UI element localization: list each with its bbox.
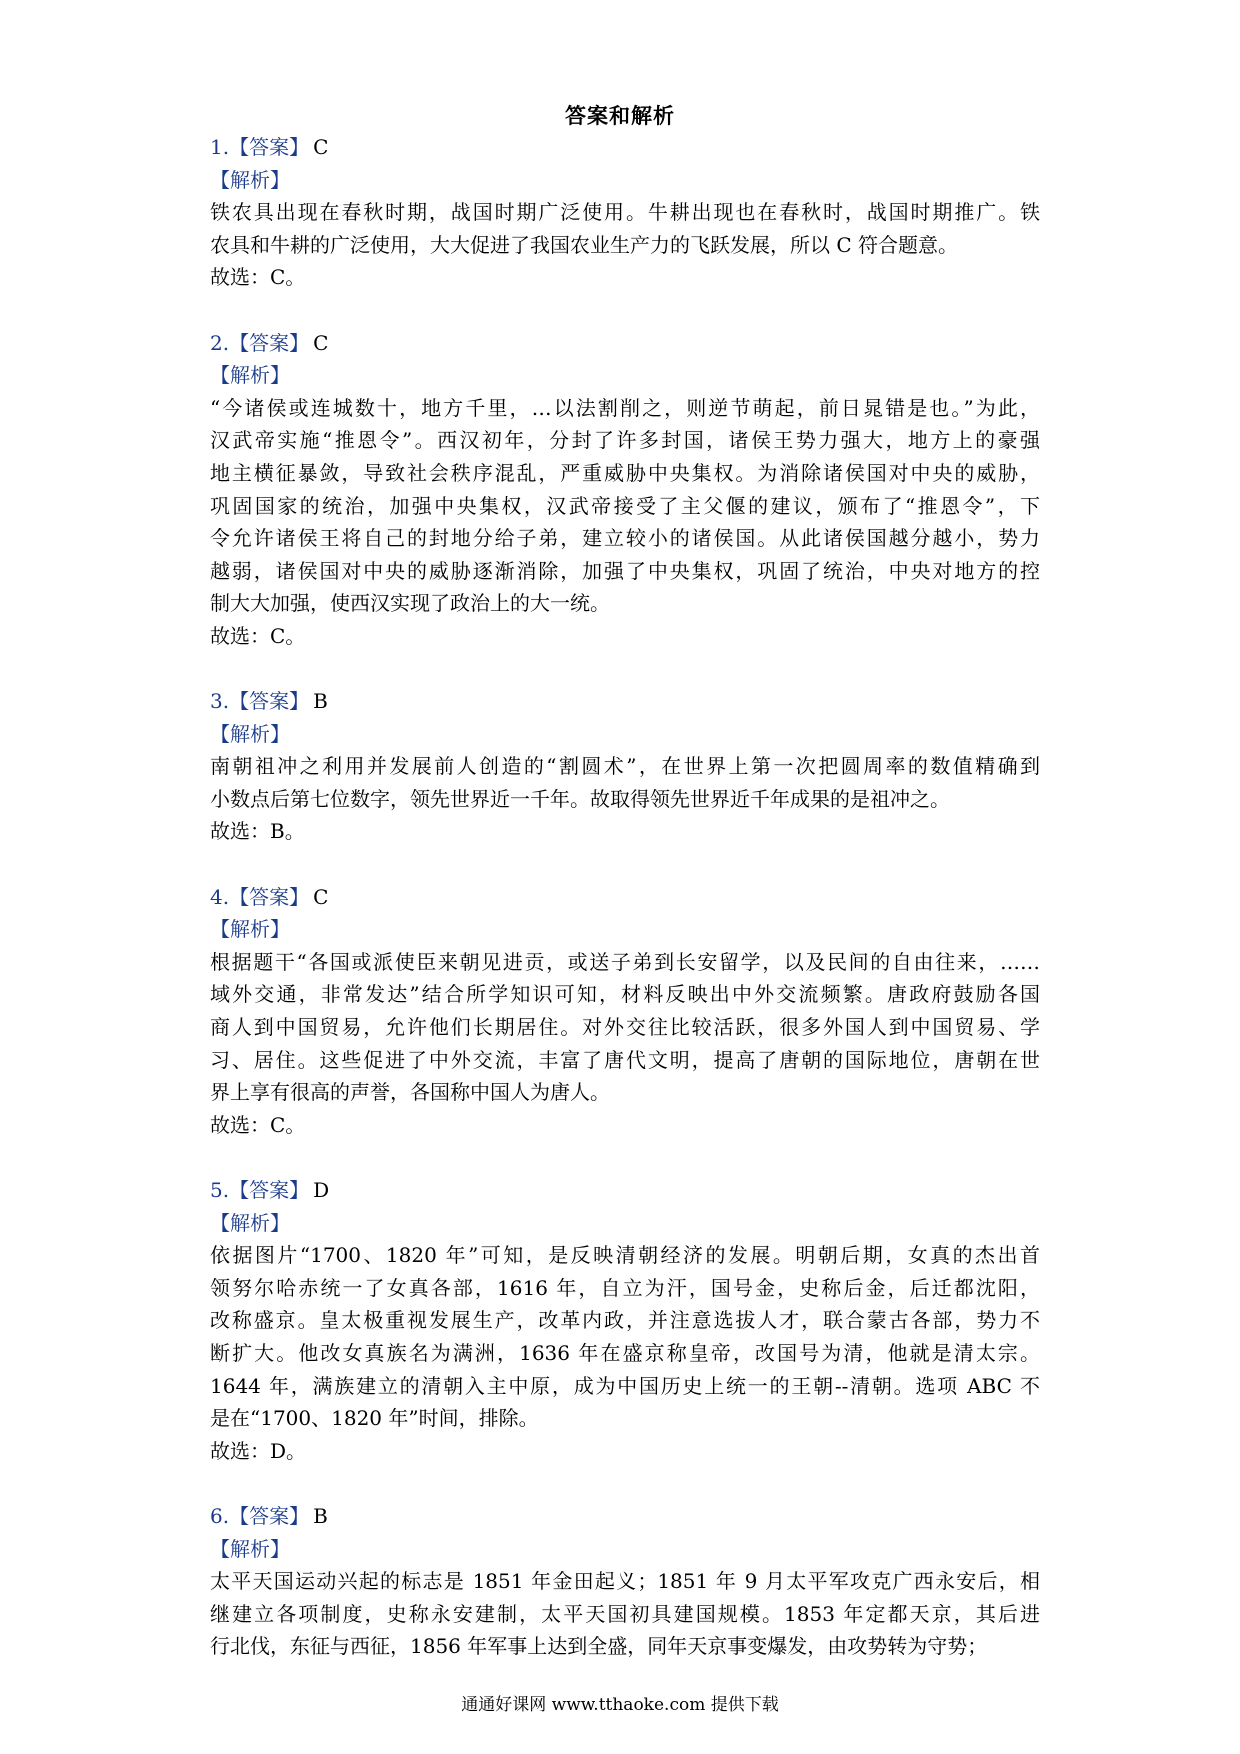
conclusion-line: 故选：C。 [210,623,306,648]
answer-value: D [313,1178,330,1202]
answer-tag: 【答案】 [229,689,310,714]
analysis-line: 依据图片“1700、1820 年”可知，是反映清朝经济的发展。明朝后期，女真的杰出首 [210,1243,1040,1268]
analysis-line: 继建立各项制度，史称永安建制，太平天国初具建国规模。1853 年定都天京，其后进 [210,1601,1040,1626]
page-footer: 通通好课网 www.tthaoke.com 提供下载 [461,1695,779,1715]
analysis-line: “今诸侯或连城数十，地方千里，…以法割削之，则逆节萌起，前日晁错是也。”为此， [210,395,1040,420]
question-number: 6. [210,1503,230,1528]
question-block [210,685,1040,881]
analysis-tag: 【解析】 [210,1536,290,1561]
analysis-line: 汉武帝实施“推恩令”。西汉初年，分封了许多封国，诸侯王势力强大，地方上的豪强 [210,428,1040,453]
question-block [210,131,1040,327]
analysis-tag: 【解析】 [210,917,290,942]
analysis-line: 越弱，诸侯国对中央的威胁逐渐消除，加强了中央集权，巩固了统治，中央对地方的控 [210,558,1040,583]
question-block [210,1174,1040,1500]
analysis-line: 1644 年，满族建立的清朝入主中原，成为中国历史上统一的王朝--清朝。选项 ABC 不 [210,1373,1040,1398]
answer-line [210,327,1040,360]
analysis-line: 令允许诸侯王将自己的封地分给子弟，建立较小的诸侯国。从此诸侯国越分越小，势力 [210,526,1040,551]
question-block [210,881,1040,1174]
answers-content [210,131,1040,1663]
answer-line [210,1500,1040,1533]
answer-line [210,131,1040,164]
analysis-line: 南朝祖冲之利用并发展前人创造的“割圆术”，在世界上第一次把圆周率的数值精确到 [210,754,1040,779]
answer-line [210,881,1040,914]
answer-tag: 【答案】 [229,1178,310,1202]
answer-tag: 【答案】 [229,1503,310,1528]
question-number: 3. [210,689,230,714]
analysis-line: 地主横征暴敛，导致社会秩序混乱，严重威胁中央集权。为消除诸侯国对中央的威胁， [210,460,1040,485]
analysis-line: 领努尔哈赤统一了女真各部，1616 年，自立为汗，国号金，史称后金，后迁都沈阳， [210,1275,1040,1300]
answer-value: C [313,330,329,355]
answer-tag: 【答案】 [229,330,310,355]
analysis-line: 太平天国运动兴起的标志是 1851 年金田起义；1851 年 9 月太平军攻克广西永安后，相 [210,1569,1040,1594]
answer-value: B [313,689,328,714]
analysis-line: 断扩大。他改女真族名为满洲，1636 年在盛京称皇帝，改国号为清，他就是清太宗。 [210,1340,1040,1365]
analysis-tag: 【解析】 [210,721,290,746]
question-number: 5. [210,1178,230,1202]
spacer [210,1467,1040,1500]
conclusion-line: 故选：B。 [210,819,305,844]
spacer [210,848,1040,881]
conclusion-line: 故选：D。 [210,1438,307,1463]
question-number: 4. [210,884,230,909]
question-number: 2. [210,330,230,355]
question-number: 1. [210,135,230,159]
analysis-line: 铁农具出现在春秋时期，战国时期广泛使用。牛耕出现也在春秋时，战国时期推广。铁 [210,200,1040,225]
page-title: 答案和解析 [565,103,675,128]
answer-tag: 【答案】 [229,135,310,159]
analysis-tag: 【解析】 [210,363,290,388]
spacer [210,653,1040,686]
analysis-line: 界上享有很高的声誉，各国称中国人为唐人。 [210,1080,610,1105]
analysis-line: 习、居住。这些促进了中外交流，丰富了唐代文明，提高了唐朝的国际地位，唐朝在世 [210,1047,1040,1072]
conclusion-line: 故选：C。 [210,265,306,290]
answer-value: B [313,1503,328,1528]
analysis-tag: 【解析】 [210,167,290,192]
analysis-line: 制大大加强，使西汉实现了政治上的大一统。 [210,591,610,616]
answer-tag: 【答案】 [229,884,310,909]
analysis-line: 商人到中国贸易，允许他们长期居住。对外交往比较活跃，很多外国人到中国贸易、学 [210,1015,1040,1040]
analysis-tag: 【解析】 [210,1210,290,1235]
question-block [210,1500,1040,1663]
analysis-line: 改称盛京。皇太极重视发展生产，改革内政，并注意选拔人才，联合蒙古各部，势力不 [210,1308,1040,1333]
analysis-line: 行北伐，东征与西征，1856 年军事上达到全盛，同年天京事变爆发，由攻势转为守势； [210,1634,988,1659]
question-block [210,327,1040,686]
answer-line [210,685,1040,718]
conclusion-line: 故选：C。 [210,1112,306,1137]
analysis-line: 农具和牛耕的广泛使用，大大促进了我国农业生产力的飞跃发展，所以 C 符合题意。 [210,232,959,257]
spacer [210,1141,1040,1174]
analysis-line: 是在“1700、1820 年”时间，排除。 [210,1406,539,1431]
spacer [210,294,1040,327]
analysis-line: 巩固国家的统治，加强中央集权，汉武帝接受了主父偃的建议，颁布了“推恩令”，下 [210,493,1040,518]
analysis-line: 域外交通，非常发达”结合所学知识可知，材料反映出中外交流频繁。唐政府鼓励各国 [210,982,1040,1007]
answer-value: C [313,884,329,909]
answer-value: C [313,135,329,159]
analysis-line: 小数点后第七位数字，领先世界近一千年。故取得领先世界近千年成果的是祖冲之。 [210,786,950,811]
answer-line [210,1174,1040,1207]
analysis-line: 根据题干“各国或派使臣来朝见进贡，或送子弟到长安留学，以及民间的自由往来，…… [210,949,1040,974]
